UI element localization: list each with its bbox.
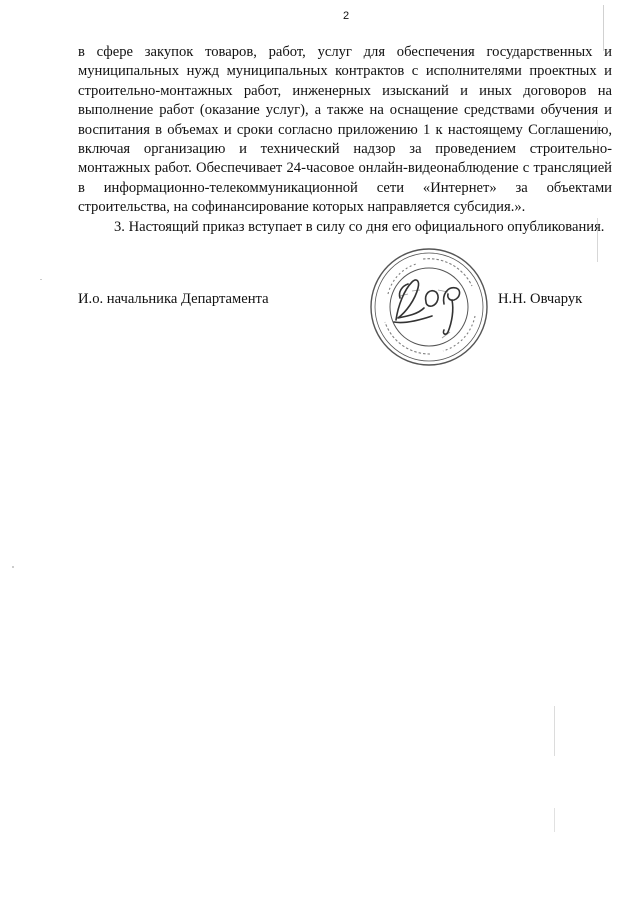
- scan-artifact-line: [554, 808, 555, 832]
- scan-artifact-line: [597, 218, 598, 262]
- paragraph-item-3: 3. Настоящий приказ вступает в силу со дня его официального опубликования.: [114, 218, 605, 235]
- handwritten-signature: [394, 280, 460, 334]
- scan-artifact-dot: [40, 279, 42, 280]
- document-body: [78, 43, 612, 237]
- scan-artifact-line: [554, 706, 555, 756]
- scan-artifact-line: [603, 5, 604, 51]
- scan-artifact-dot: [12, 566, 14, 568]
- signatory-title: И.о. начальника Департамента: [78, 291, 269, 307]
- paragraph-continuation: в сфере закупок товаров, работ, услуг для обеспечения государственных и муниципальных нужд муниципальных контрактов с исполнителями проектных и строительно-монтажных работ, инженерных изысканий и иных договоров на выполнение работ (оказание услуг), а также на оснащение средствами обучения и воспитания в объемах и сроки согласно приложению 1 к настоящему Соглашению, включая организацию и технический надзор за проведением строительно-монтажных работ. Обеспечивает 24-часовое онлайн-видеонаблюдение с трансляцией в информационно-телекоммуникационной сети «Интернет» за объектами строительства, на софинансирование которых направляется субсидия.».: [78, 44, 612, 216]
- signatory-name: Н.Н. Овчарук: [498, 291, 583, 307]
- page-number: 2: [342, 10, 350, 22]
- official-seal-stamp: [368, 246, 490, 368]
- scan-artifact-line: [597, 120, 598, 150]
- signature-block: [78, 291, 612, 311]
